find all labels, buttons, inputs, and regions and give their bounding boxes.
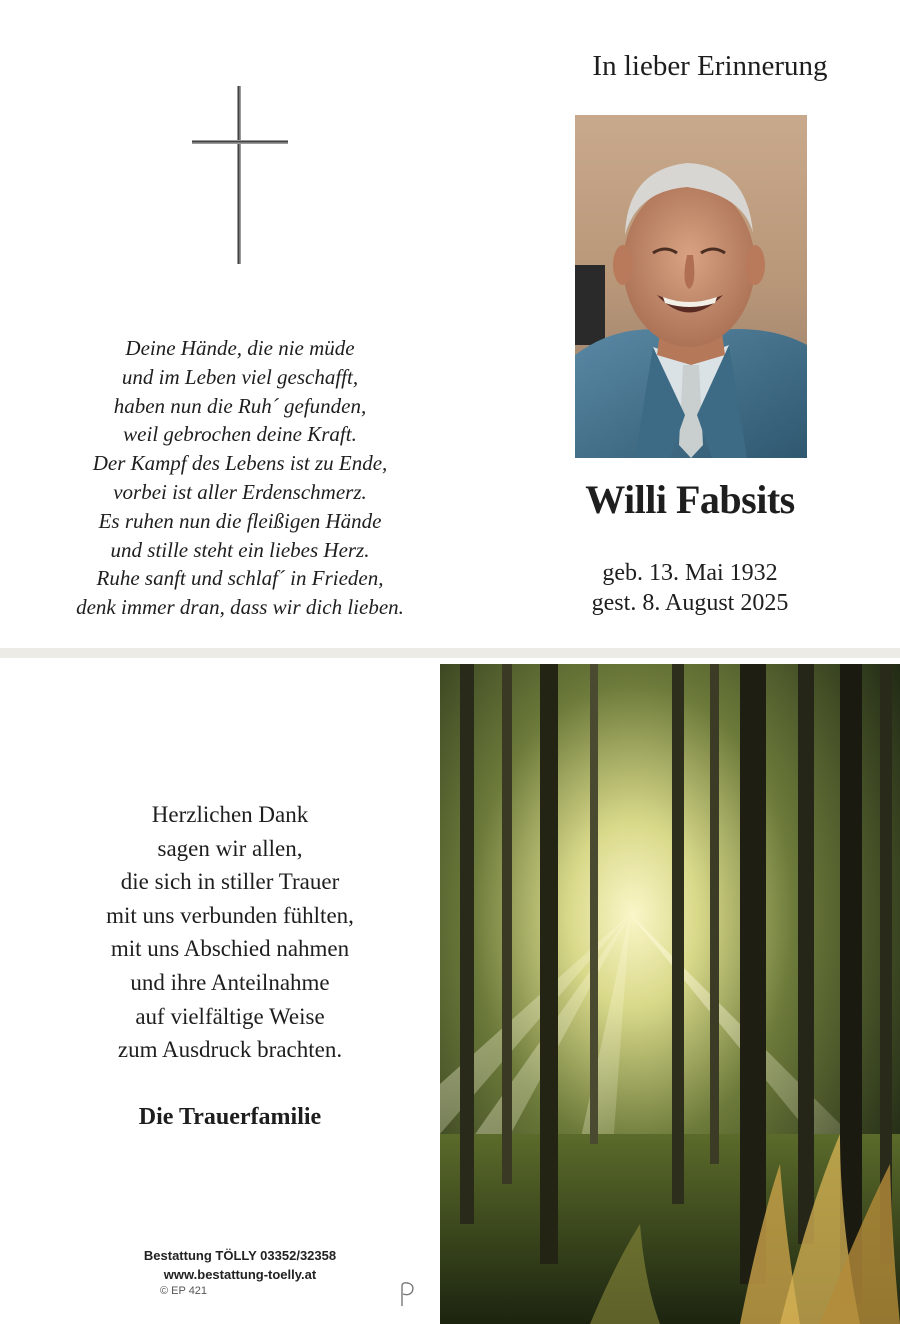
poem-line: und im Leben viel geschafft, <box>121 364 359 389</box>
poem-line: Ruhe sanft und schlaf´ in Frieden, <box>96 566 384 591</box>
poem-line: Der Kampf des Lebens ist zu Ende, <box>92 451 388 476</box>
thanks-line: mit uns verbunden fühlten, <box>106 902 354 928</box>
birth-date: geb. 13. Mai 1932 <box>602 560 778 586</box>
memorial-card-front <box>0 0 900 648</box>
family-signature: Die Trauerfamilie <box>138 1104 322 1130</box>
deceased-name: Willi Fabsits <box>585 477 795 522</box>
portrait-photo <box>575 115 807 458</box>
cross-icon <box>192 86 288 264</box>
thanks-line: und ihre Anteilnahme <box>130 969 330 995</box>
thanks-line: mit uns Abschied nahmen <box>110 936 350 962</box>
poem-line: vorbei ist aller Erdenschmerz. <box>113 479 367 504</box>
funeral-home-imprint <box>90 1246 390 1284</box>
thanks-line: sagen wir allen, <box>157 835 303 861</box>
handwritten-mark-icon <box>396 1280 418 1308</box>
card-heading: In lieber Erinnerung <box>592 50 828 82</box>
thanks-line: auf vielfältige Weise <box>135 1003 325 1029</box>
life-dates <box>540 558 840 618</box>
thanks-line: Herzlichen Dank <box>151 802 309 827</box>
poem-line: haben nun die Ruh´ gefunden, <box>113 393 367 418</box>
forest-photo <box>440 664 900 1324</box>
funeral-home-website: www.bestattung-toelly.at <box>163 1267 317 1282</box>
poem <box>30 334 450 622</box>
card-separator <box>0 648 900 658</box>
poem-line: Es ruhen nun die fleißigen Hände <box>98 508 382 533</box>
poem-line: weil gebrochen deine Kraft. <box>123 422 357 447</box>
poem-line: Deine Hände, die nie müde <box>125 336 355 360</box>
poem-line: denk immer dran, dass wir dich lieben. <box>76 595 404 620</box>
product-code: © EP 421 <box>160 1285 208 1297</box>
thanks-line: die sich in stiller Trauer <box>120 869 340 895</box>
death-date: gest. 8. August 2025 <box>591 590 789 616</box>
thanks-line: zum Ausdruck brachten. <box>117 1037 343 1063</box>
thanks-text <box>20 798 440 1067</box>
funeral-home-contact: Bestattung TÖLLY 03352/32358 <box>143 1248 337 1263</box>
poem-line: und stille steht ein liebes Herz. <box>110 537 370 562</box>
